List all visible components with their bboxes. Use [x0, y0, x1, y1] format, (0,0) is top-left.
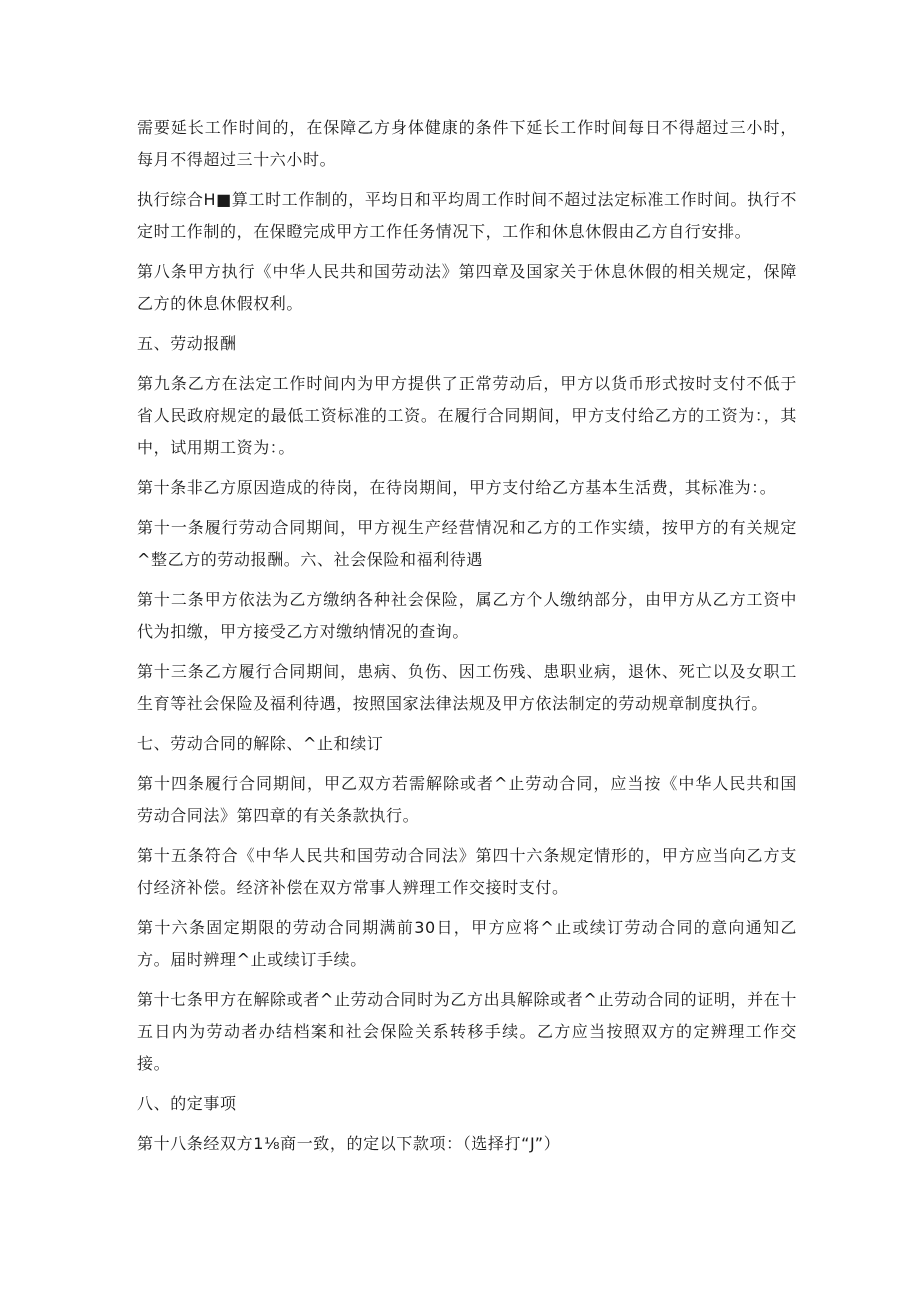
paragraph-article-12: 第十二条甲方依法为乙方缴纳各种社会保险，属乙方个人缴纳部分，由甲方从乙方工资中代为扣缴，甲方接受乙方对缴纳情况的查询。 — [137, 590, 797, 641]
paragraph-article-15: 第十五条符合《中华人民共和国劳动合同法》第四十六条规定情形的，甲方应当向乙方支付经济补偿。经济补偿在双方常事人辨理工作交接时支付。 — [137, 846, 797, 897]
paragraph-work-schedule: 执行综合H■算工时工作制的，平均日和平均周工作时间不超过法定标准工作时间。执行不定时工作制的，在保瞪完成甲方工作任务情况下，工作和休息休假由乙方自行安排。 — [137, 190, 797, 241]
section-heading-remuneration: 五、劳动报酬 — [137, 334, 237, 353]
paragraph-article-10: 第十条非乙方原因造成的待岗，在待岗期间，甲方支付给乙方基本生活费，其标准为：。 — [137, 478, 777, 497]
paragraph-article-17: 第十七条甲方在解除或者^止劳动合同时为乙方出具解除或者^止劳动合同的证明，并在十五日内为劳动者办结档案和社会保险关系转移手续。乙方应当按照双方的定辨理工作交接。 — [137, 990, 797, 1073]
paragraph-article-16: 第十六条固定期限的劳动合同期满前30日，甲方应将^止或续订劳动合同的意向通知乙方。届时辨理^止或续订手续。 — [137, 918, 797, 969]
section-heading-agreed-matters: 八、的定事项 — [137, 1094, 237, 1113]
paragraph-article-18: 第十八条经双方1⅛商一致，的定以下款项：（选择打“J”） — [137, 1134, 561, 1153]
paragraph-article-8: 第八条甲方执行《中华人民共和国劳动法》第四章及国家关于休息休假的相关规定，保障乙方的休息休假权利。 — [137, 262, 797, 313]
paragraph-article-11: 第十一条履行劳动合同期间，甲方视生产经营情况和乙方的工作实绩，按甲方的有关规定^整乙方的劳动报酬。六、社会保险和福利待遇 — [137, 518, 797, 569]
paragraph-article-13: 第十三条乙方履行合同期间，患病、负伤、因工伤残、患职业病，退休、死亡以及女职工生育等社会保险及福利待遇，按照国家法律法规及甲方依法制定的劳动规章制度执行。 — [137, 662, 797, 713]
paragraph-article-9: 第九条乙方在法定工作时间内为甲方提供了正常劳动后，甲方以货币形式按时支付不低于省人民政府规定的最低工资标准的工资。在履行合同期间，甲方支付给乙方的工资为：，其中，试用期工资为：。 — [137, 374, 797, 457]
document-body — [137, 112, 797, 1168]
paragraph-overtime: 需要延长工作时间的，在保障乙方身体健康的条件下延长工作时间每日不得超过三小时，每月不得超过三十六小时。 — [137, 118, 797, 169]
section-heading-termination: 七、劳动合同的解除、^止和续订 — [137, 734, 384, 753]
paragraph-article-14: 第十四条履行合同期间，甲乙双方若需解除或者^止劳动合同，应当按《中华人民共和国劳动合同法》第四章的有关条款执行。 — [137, 774, 797, 825]
